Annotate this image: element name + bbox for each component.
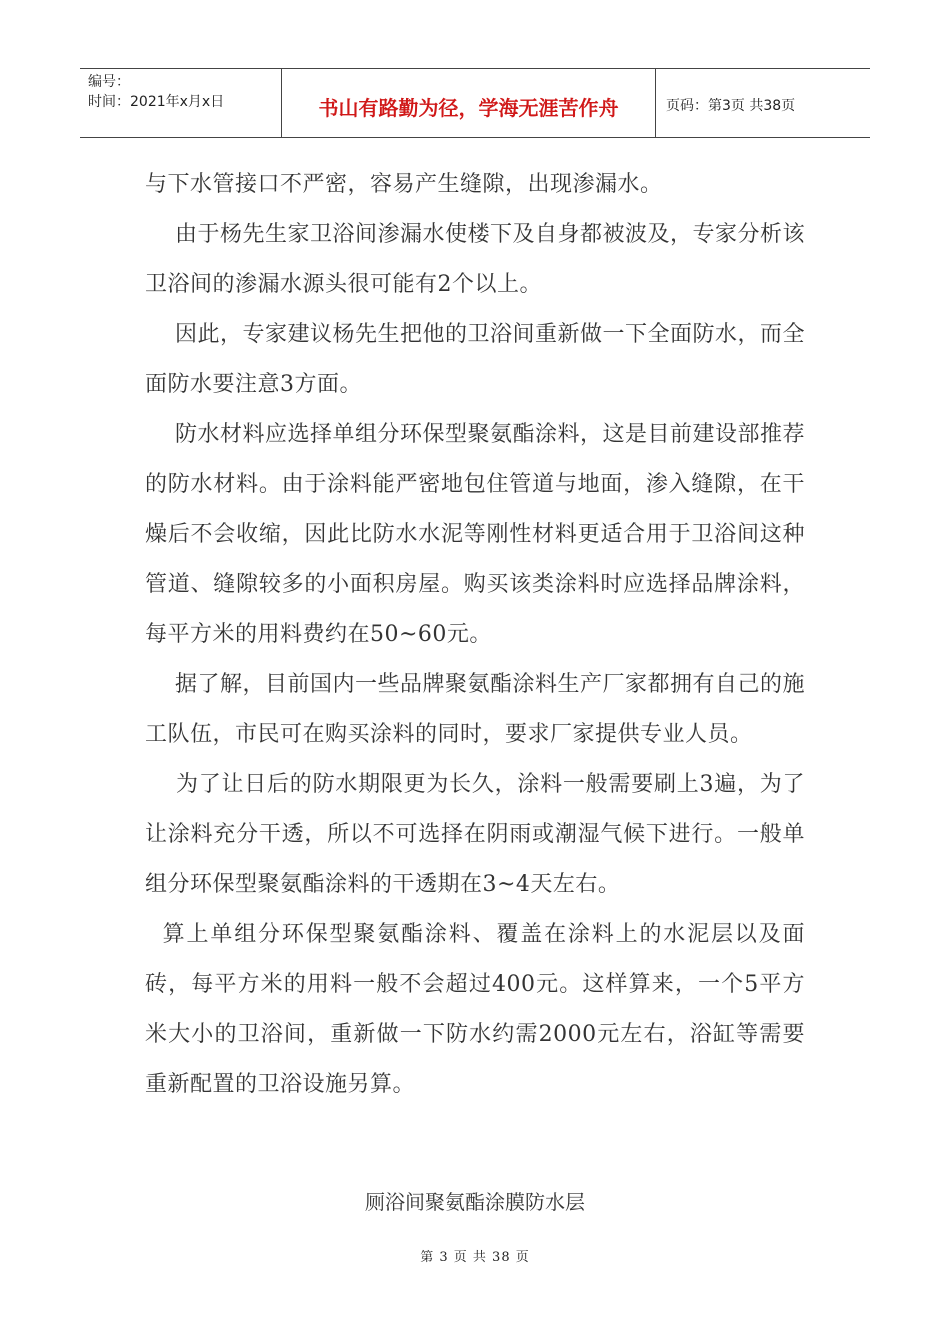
paragraph-2: 由于杨先生家卫浴间渗漏水使楼下及自身都被波及，专家分析该卫浴间的渗漏水源头很可能有2个以上。 (145, 222, 805, 297)
page-footer: 第 3 页 共 38 页 (420, 1250, 530, 1265)
header-page-info: 页码：第3页 共38页 (666, 98, 796, 114)
paragraph-5: 据了解，目前国内一些品牌聚氨酯涂料生产厂家都拥有自己的施工队伍，市民可在购买涂料的同时，要求厂家提供专业人员。 (145, 672, 805, 747)
header-table (80, 68, 870, 138)
document-number: 编号： (88, 74, 130, 90)
paragraph-6: 为了让日后的防水期限更为长久，涂料一般需要刷上3遍，为了让涂料充分干透，所以不可选择在阴雨或潮湿气候下进行。一般单组分环保型聚氨酯涂料的干透期在3~4天左右。 (145, 772, 805, 897)
figure-caption: 厕浴间聚氨酯涂膜防水层 (365, 1190, 585, 1214)
document-body (145, 160, 805, 1110)
paragraph-7: 算上单组分环保型聚氨酯涂料、覆盖在涂料上的水泥层以及面砖，每平方米的用料一般不会超过400元。这样算来，一个5平方米大小的卫浴间，重新做一下防水约需2000元左右，浴缸等需要重新配置的卫浴设施另算。 (145, 922, 805, 1097)
header-motto: 书山有路勤为径，学海无涯苦作舟 (282, 69, 656, 137)
paragraph-3: 因此，专家建议杨先生把他的卫浴间重新做一下全面防水，而全面防水要注意3方面。 (145, 322, 805, 397)
header-meta (80, 69, 282, 137)
paragraph-1: 与下水管接口不严密，容易产生缝隙，出现渗漏水。 (145, 172, 663, 197)
document-time: 时间：2021年x月x日 (88, 94, 225, 110)
paragraph-4: 防水材料应选择单组分环保型聚氨酯涂料，这是目前建设部推荐的防水材料。由于涂料能严密地包住管道与地面，渗入缝隙，在干燥后不会收缩，因此比防水水泥等刚性材料更适合用于卫浴间这种管道、缝隙较多的小面积房屋。购买该类涂料时应选择品牌涂料，每平方米的用料费约在50~60元。 (145, 422, 805, 647)
